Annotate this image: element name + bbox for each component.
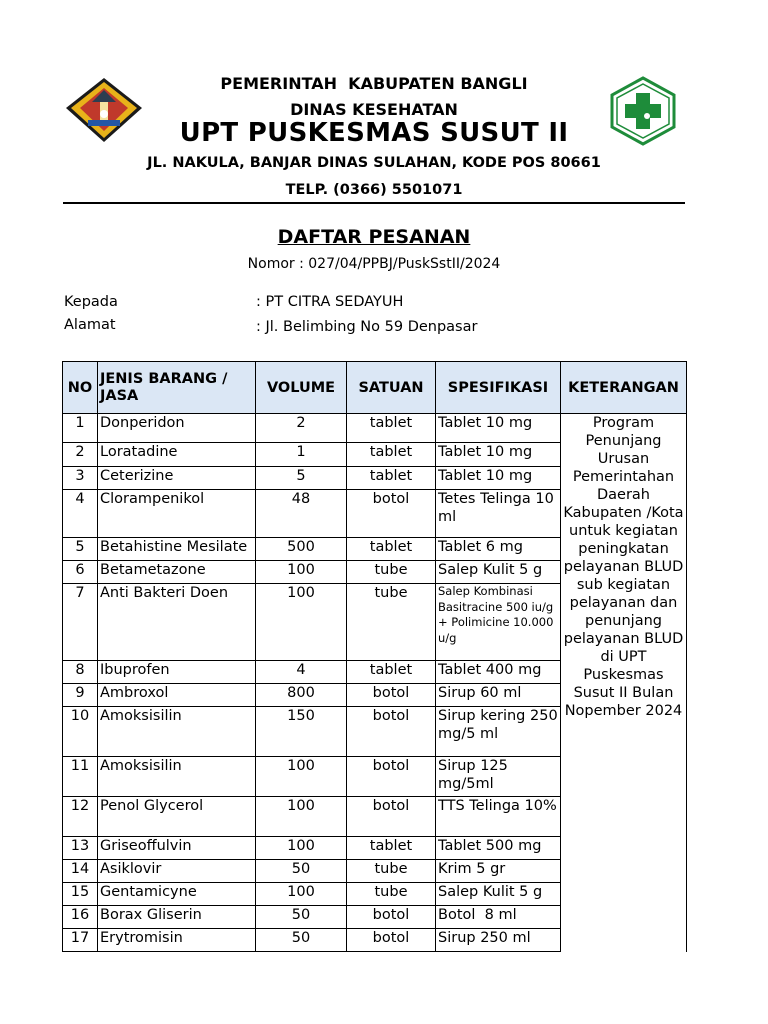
row-volume: 150: [256, 707, 347, 757]
note-cell: Program Penunjang Urusan Pemerintahan Daerah Kabupaten /Kota untuk kegiatan peningkatan pelayanan BLUD sub kegiatan pelayanan dan penunjang pelayanan BLUD di UPT Puskesmas Susut II Bulan Nopember 2024: [561, 414, 687, 952]
row-volume: 50: [256, 929, 347, 952]
row-no: 2: [63, 443, 98, 467]
row-no: 12: [63, 797, 98, 837]
row-item: Loratadine: [98, 443, 256, 467]
row-unit: tablet: [347, 661, 436, 684]
row-spec: Tablet 500 mg: [436, 837, 561, 860]
row-spec: Tablet 6 mg: [436, 538, 561, 561]
col-header-item: JENIS BARANG / JASA: [98, 362, 256, 414]
row-unit: tube: [347, 860, 436, 883]
row-item: Anti Bakteri Doen: [98, 584, 256, 661]
row-unit: botol: [347, 757, 436, 797]
table-row: [63, 414, 687, 443]
col-header-volume: VOLUME: [256, 362, 347, 414]
document-title: DAFTAR PESANAN: [277, 226, 471, 248]
row-spec: Tetes Telinga 10 ml: [436, 490, 561, 538]
row-no: 11: [63, 757, 98, 797]
row-item: Gentamicyne: [98, 883, 256, 906]
row-volume: 100: [256, 584, 347, 661]
row-unit: tablet: [347, 538, 436, 561]
row-spec: TTS Telinga 10%: [436, 797, 561, 837]
row-spec: Tablet 10 mg: [436, 414, 561, 443]
header-divider: [63, 202, 685, 204]
row-item: Ambroxol: [98, 684, 256, 707]
to-value: : PT CITRA SEDAYUH: [256, 294, 404, 310]
address-label: Alamat: [64, 317, 116, 333]
row-spec: [436, 584, 561, 661]
row-volume: 100: [256, 797, 347, 837]
row-item: Asiklovir: [98, 860, 256, 883]
row-item: Ibuprofen: [98, 661, 256, 684]
row-spec: Salep Kulit 5 g: [436, 561, 561, 584]
row-volume: 500: [256, 538, 347, 561]
row-volume: 800: [256, 684, 347, 707]
row-item: Donperidon: [98, 414, 256, 443]
row-unit: tube: [347, 584, 436, 661]
row-unit: botol: [347, 684, 436, 707]
col-header-unit: SATUAN: [347, 362, 436, 414]
row-unit: tube: [347, 561, 436, 584]
row-spec: Sirup 60 ml: [436, 684, 561, 707]
row-volume: 1: [256, 443, 347, 467]
row-volume: 4: [256, 661, 347, 684]
row-no: 5: [63, 538, 98, 561]
row-spec: Sirup kering 250 mg/5 ml: [436, 707, 561, 757]
row-no: 1: [63, 414, 98, 443]
row-item: Penol Glycerol: [98, 797, 256, 837]
row-item: Griseoffulvin: [98, 837, 256, 860]
document-number: Nomor : 027/04/PPBJ/PuskSstII/2024: [247, 256, 501, 272]
row-no: 6: [63, 561, 98, 584]
row-spec-small-text: Salep Kombinasi Basitracine 500 iu/g + Polimicine 10.000 u/g: [438, 584, 554, 645]
row-no: 8: [63, 661, 98, 684]
row-unit: botol: [347, 490, 436, 538]
row-no: 14: [63, 860, 98, 883]
row-spec: Tablet 10 mg: [436, 467, 561, 490]
row-unit: botol: [347, 906, 436, 929]
row-no: 16: [63, 906, 98, 929]
row-item: Betametazone: [98, 561, 256, 584]
row-item: Betahistine Mesilate: [98, 538, 256, 561]
row-no: 17: [63, 929, 98, 952]
row-unit: botol: [347, 707, 436, 757]
row-spec: Salep Kulit 5 g: [436, 883, 561, 906]
government-title: PEMERINTAH KABUPATEN BANGLI: [220, 74, 528, 93]
row-volume: 5: [256, 467, 347, 490]
row-unit: tablet: [347, 467, 436, 490]
row-unit: tablet: [347, 837, 436, 860]
row-no: 13: [63, 837, 98, 860]
row-volume: 100: [256, 883, 347, 906]
table-header-row: [63, 362, 687, 414]
row-spec: Tablet 400 mg: [436, 661, 561, 684]
row-unit: tube: [347, 883, 436, 906]
col-header-spec: SPESIFIKASI: [436, 362, 561, 414]
order-table: [62, 361, 687, 952]
row-spec: Sirup 250 ml: [436, 929, 561, 952]
row-volume: 50: [256, 860, 347, 883]
row-spec: Krim 5 gr: [436, 860, 561, 883]
row-unit: botol: [347, 929, 436, 952]
row-no: 7: [63, 584, 98, 661]
row-spec: Botol 8 ml: [436, 906, 561, 929]
row-no: 9: [63, 684, 98, 707]
row-volume: 100: [256, 757, 347, 797]
row-no: 3: [63, 467, 98, 490]
col-header-no: NO: [63, 362, 98, 414]
address-value: : Jl. Belimbing No 59 Denpasar: [256, 319, 478, 335]
row-spec: Tablet 10 mg: [436, 443, 561, 467]
row-item: Amoksisilin: [98, 757, 256, 797]
row-no: 15: [63, 883, 98, 906]
phone-line: TELP. (0366) 5501071: [285, 182, 463, 198]
row-no: 4: [63, 490, 98, 538]
row-item: Clorampenikol: [98, 490, 256, 538]
row-volume: 48: [256, 490, 347, 538]
col-header-note: KETERANGAN: [561, 362, 687, 414]
to-label: Kepada: [64, 294, 118, 310]
row-no: 10: [63, 707, 98, 757]
row-item: Erytromisin: [98, 929, 256, 952]
institution-title: UPT PUSKESMAS SUSUT II: [179, 118, 569, 148]
row-volume: 2: [256, 414, 347, 443]
row-unit: tablet: [347, 443, 436, 467]
row-volume: 100: [256, 561, 347, 584]
row-volume: 100: [256, 837, 347, 860]
row-unit: botol: [347, 797, 436, 837]
address-line: JL. NAKULA, BANJAR DINAS SULAHAN, KODE POS 80661: [147, 155, 601, 171]
row-item: Amoksisilin: [98, 707, 256, 757]
row-volume: 50: [256, 906, 347, 929]
row-item: Ceterizine: [98, 467, 256, 490]
row-unit: tablet: [347, 414, 436, 443]
row-spec: Sirup 125 mg/5ml: [436, 757, 561, 797]
department-title: DINAS KESEHATAN: [290, 100, 458, 119]
row-item: Borax Gliserin: [98, 906, 256, 929]
